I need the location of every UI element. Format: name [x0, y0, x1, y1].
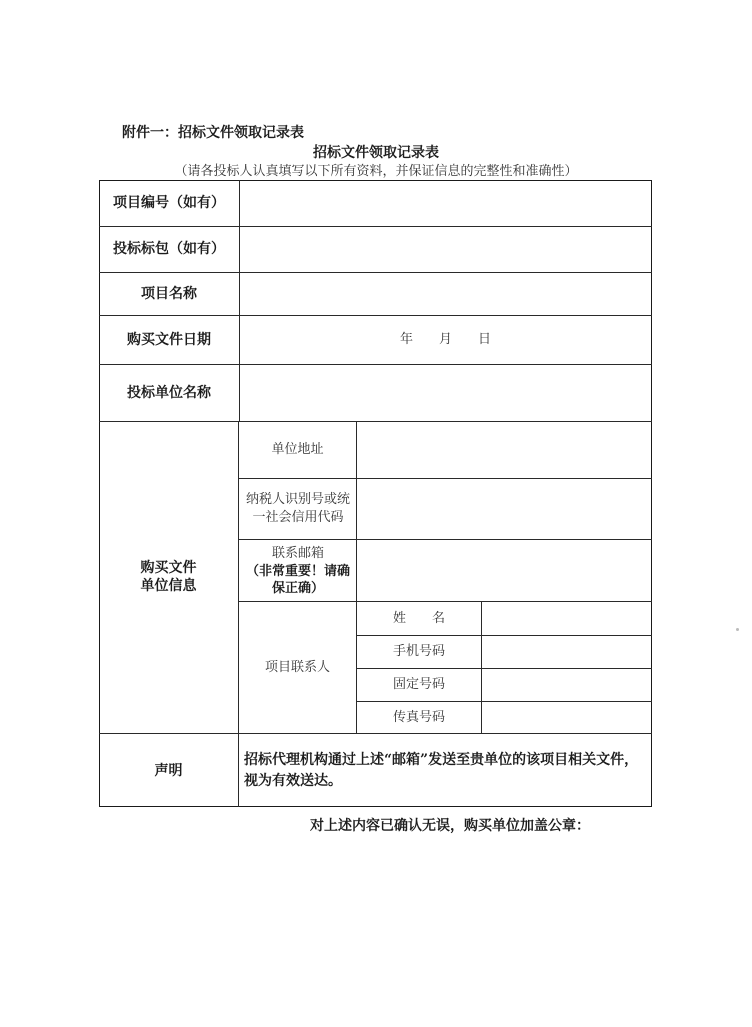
address-field[interactable] [357, 422, 651, 478]
email-label-group [242, 540, 354, 601]
form-title: 招标文件领取记录表 [313, 145, 439, 161]
declaration-text: 招标代理机构通过上述“邮箱”发送至贵单位的该项目相关文件，视为有效送达。 [244, 751, 639, 789]
landline-field[interactable] [482, 669, 651, 701]
bidder-name-field[interactable] [240, 365, 651, 421]
declaration-label: 声明 [154, 762, 183, 779]
email-note: （非常重要！请确保正确） [245, 563, 350, 596]
address-label: 单位地址 [271, 442, 324, 457]
purchase-date-field[interactable]: 年 月 日 [399, 332, 491, 347]
attachment-title: 附件一：招标文件领取记录表 [122, 125, 304, 141]
contact-label: 项目联系人 [264, 659, 330, 675]
bid-package-field[interactable] [240, 227, 651, 272]
scan-mark [736, 628, 739, 631]
tax-id-label: 纳税人识别号或统一社会信用代码 [245, 492, 350, 525]
project-name-field[interactable] [240, 273, 651, 315]
fax-label: 传真号码 [392, 709, 445, 725]
fax-field[interactable] [482, 702, 651, 733]
contact-name-field[interactable] [482, 602, 651, 635]
buyer-info-section-label: 购买文件 单位信息 [140, 560, 197, 594]
bid-package-label: 投标标包（如有） [113, 241, 225, 257]
seal-confirmation: 对上述内容已确认无误，购买单位加盖公章： [310, 818, 590, 834]
project-number-label: 项目编号（如有） [113, 195, 225, 211]
purchase-date-label: 购买文件日期 [127, 331, 211, 348]
email-label: 联系邮箱 [271, 545, 324, 561]
project-number-field[interactable] [240, 181, 651, 226]
form-instruction: （请各投标人认真填写以下所有资料，并保证信息的完整性和准确性） [174, 164, 578, 179]
landline-label: 固定号码 [392, 677, 445, 692]
tax-id-field[interactable] [357, 479, 651, 539]
email-field[interactable] [357, 540, 651, 601]
project-name-label: 项目名称 [141, 285, 197, 302]
bidder-name-label: 投标单位名称 [127, 384, 211, 401]
mobile-label: 手机号码 [392, 644, 445, 659]
contact-name-label: 姓 名 [392, 610, 445, 626]
mobile-field[interactable] [482, 636, 651, 668]
